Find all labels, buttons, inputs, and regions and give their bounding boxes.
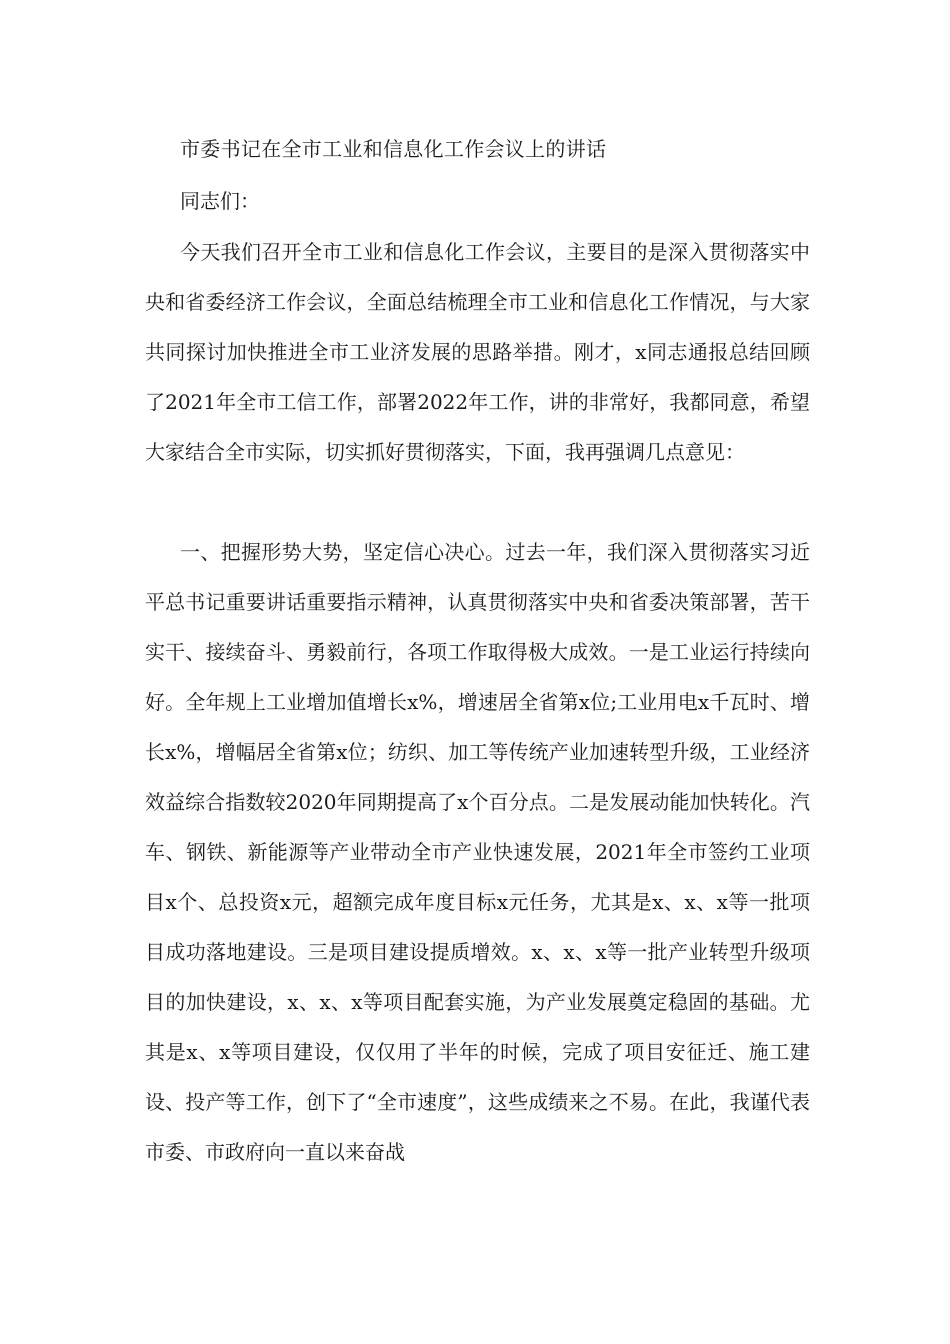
paragraph-intro: 今天我们召开全市工业和信息化工作会议，主要目的是深入贯彻落实中央和省委经济工作会议，全面总结梳理全市工业和信息化工作情况，与大家共同探讨加快推进全市工业济发展的思路举措。刚才，x同志通报总结回顾了2021年全市工信工作，部署2022年工作，讲的非常好，我都同意，希望大家结合全市实际，切实抓好贯彻落实，下面，我再强调几点意见： xyxy=(145,240,810,464)
paragraph-section-one: 一、把握形势大势，坚定信心决心。过去一年，我们深入贯彻落实习近平总书记重要讲话重要指示精神，认真贯彻落实中央和省委决策部署，苦干实干、接续奋斗、勇毅前行，各项工作取得极大成效。一是工业运行持续向好。全年规上工业增加值增长x%，增速居全省第x位;工业用电x千瓦时、增长x%，增幅居全省第x位；纺织、加工等传统产业加速转型升级，工业经济效益综合指数较2020年同期提高了x个百分点。二是发展动能加快转化。汽车、钢铁、新能源等产业带动全市产业快速发展，2021年全市签约工业项目x个、总投资x元，超额完成年度目标x元任务，尤其是x、x、x等一批项目成功落地建设。三是项目建设提质增效。x、x、x等一批产业转型升级项目的加快建设，x、x、x等项目配套实施，为产业发展奠定稳固的基础。尤其是x、x等项目建设，仅仅用了半年的时候，完成了项目安征迁、施工建设、投产等工作，创下了“全市速度”，这些成绩来之不易。在此，我谨代表市委、市政府向一直以来奋战 xyxy=(145,540,810,1164)
document-title: 市委书记在全市工业和信息化工作会议上的讲话 xyxy=(180,137,607,161)
salutation: 同志们： xyxy=(180,189,260,213)
